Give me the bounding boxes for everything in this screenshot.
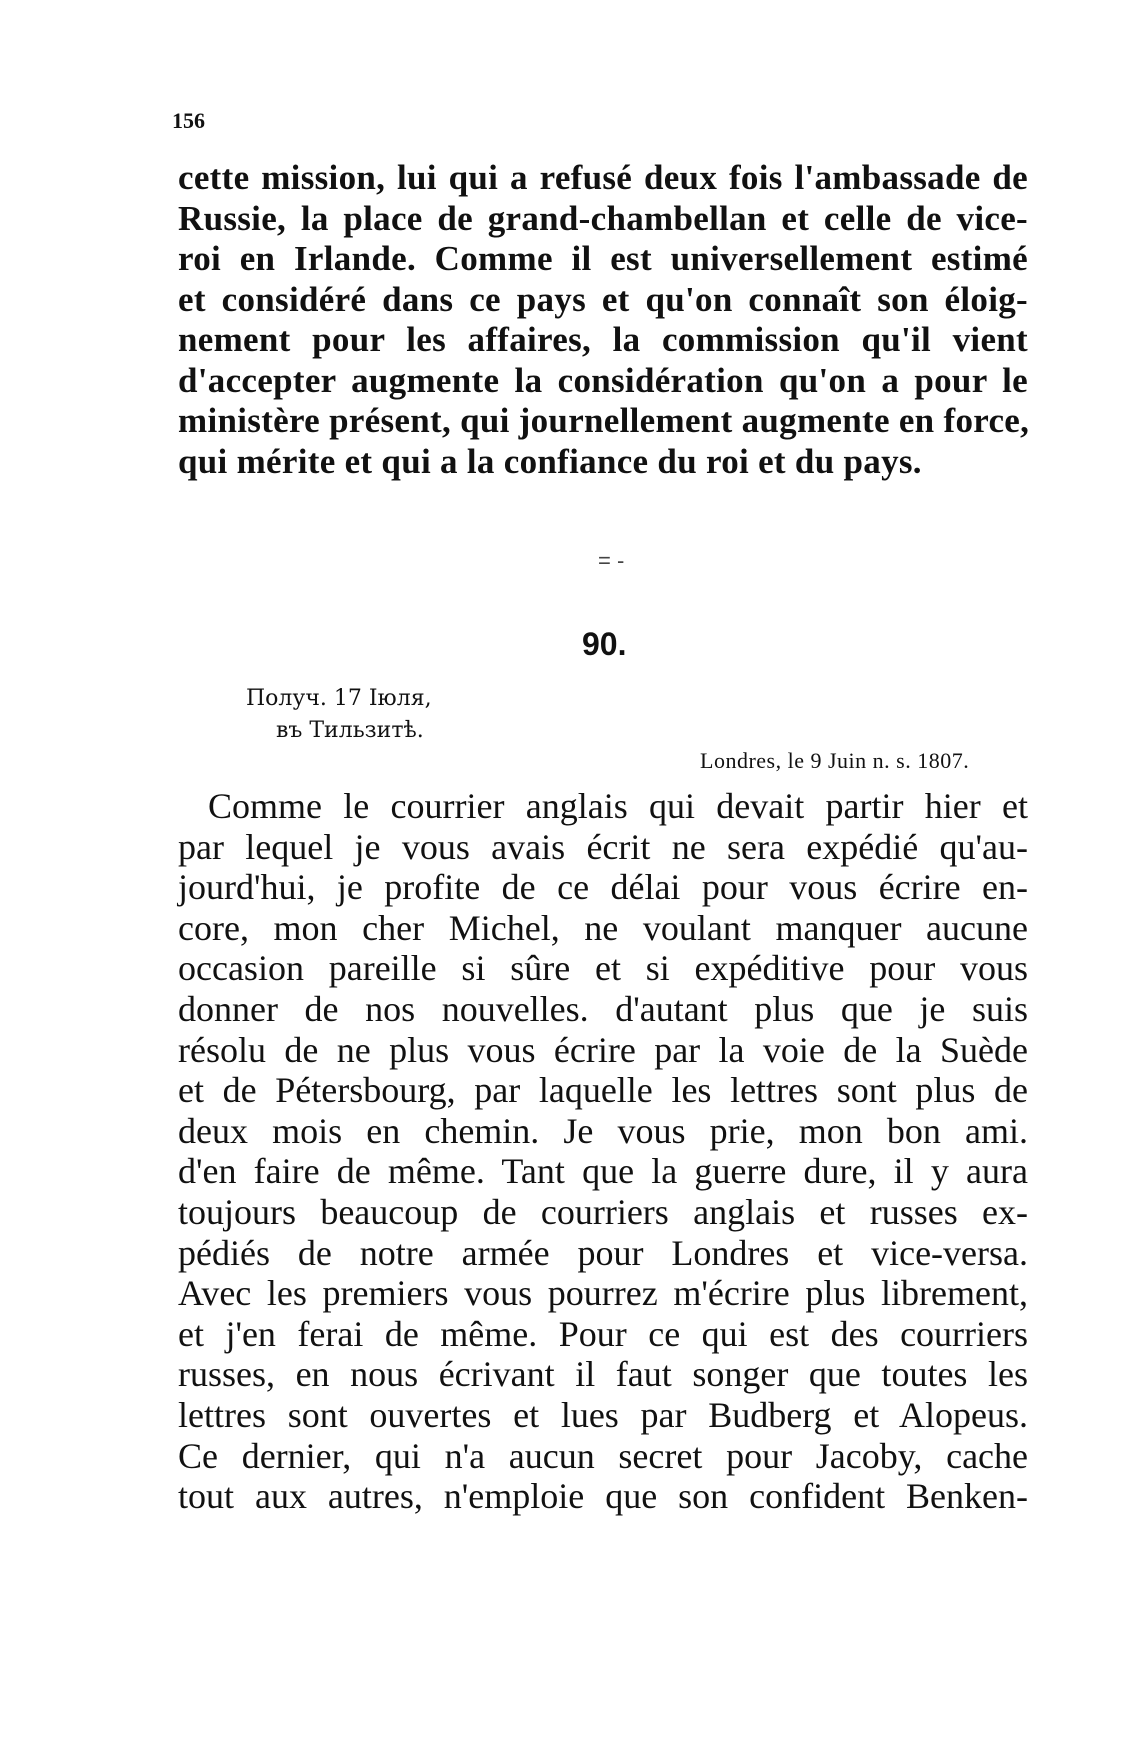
text-line: d'en faire de même. Tant que la guerre dure, il y aura [178, 1151, 1028, 1192]
text-line: deux mois en chemin. Je vous prie, mon bon ami. [178, 1110, 1028, 1151]
text-line: ministère présent, qui journellement augmente en force, [178, 401, 1030, 440]
text-line: nement pour les affaires, la commission qu'il vient [178, 320, 1028, 359]
text-line: roi en Irlande. Comme il est universellement estimé [178, 239, 1028, 278]
text-line: Avec les premiers vous pourrez m'écrire plus librement, [178, 1273, 1028, 1314]
letter-number: 90. [582, 626, 627, 662]
received-note-line: въ Тильзитѣ. [276, 718, 424, 743]
text-line: Ce dernier, qui n'a aucun secret pour Jacoby, cache [178, 1435, 1028, 1476]
text-line: et de Pétersbourg, par laquelle les lettres sont plus de [178, 1070, 1028, 1111]
text-line: d'accepter augmente la considération qu'on a pour le [178, 360, 1028, 400]
text-line: qui mérite et qui a la confiance du roi et du pays. [178, 441, 922, 481]
section-separator: = - [598, 548, 625, 573]
text-line: tout aux autres, n'emploie que son confident Benken- [178, 1476, 1028, 1517]
text-line: résolu de ne plus vous écrire par la voie de la Suède [178, 1029, 1028, 1070]
paragraph-continuation [178, 158, 1028, 482]
letter-body [178, 786, 1028, 1517]
text-line: et j'en ferai de même. Pour ce qui est des courriers [178, 1313, 1028, 1354]
text-line: par lequel je vous avais écrit ne sera expédié qu'au- [178, 826, 1028, 867]
received-note-line: Получ. 17 Іюля, [246, 686, 432, 711]
received-note [246, 683, 432, 747]
page-number: 156 [172, 108, 205, 133]
text-line: toujours beaucoup de courriers anglais et russes ex- [178, 1191, 1028, 1232]
text-line: pédiés de notre armée pour Londres et vice-versa. [178, 1232, 1028, 1273]
text-line: core, mon cher Michel, ne voulant manquer aucune [178, 907, 1028, 948]
text-line: jourd'hui, je profite de ce délai pour vous écrire en- [178, 867, 1028, 908]
text-line: occasion pareille si sûre et si expéditive pour vous [178, 948, 1028, 989]
text-line: Russie, la place de grand-chambellan et celle de vice- [178, 198, 1028, 238]
text-line: lettres sont ouvertes et lues par Budberg et Alopeus. [178, 1394, 1028, 1435]
text-line: et considéré dans ce pays et qu'on connaît son éloig- [178, 279, 1028, 319]
text-line: russes, en nous écrivant il faut songer que toutes les [178, 1354, 1028, 1395]
text-line: donner de nos nouvelles. d'autant plus que je suis [178, 988, 1028, 1029]
text-line: Comme le courrier anglais qui devait partir hier et [208, 786, 1028, 826]
letter-dateline: Londres, le 9 Juin n. s. 1807. [700, 748, 970, 773]
text-line: cette mission, lui qui a refusé deux fois l'ambassade de [178, 158, 1028, 197]
